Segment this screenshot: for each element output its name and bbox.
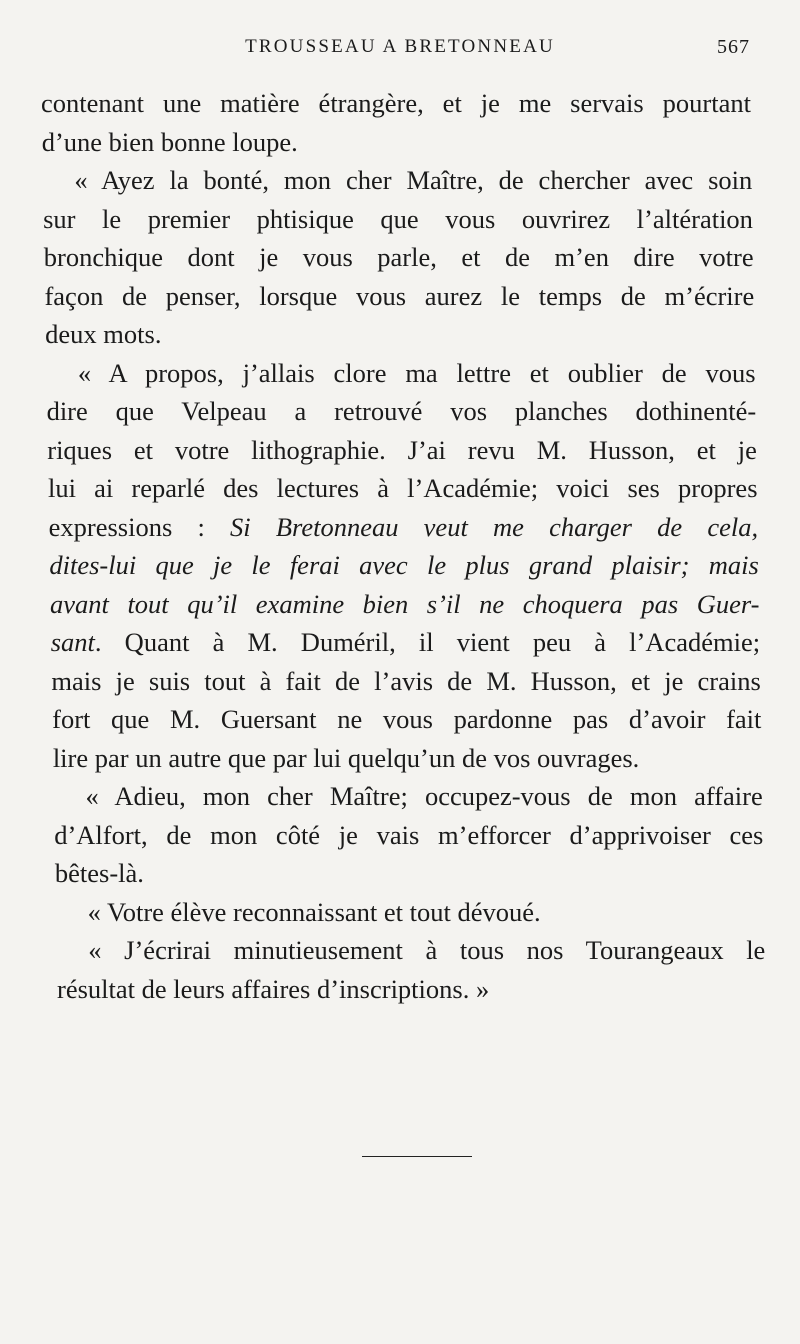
italic-text: Si Bretonneau veut me charger de cela,	[230, 511, 759, 542]
text-run: d’une bien bonne loupe.	[41, 126, 298, 157]
text-line	[44, 277, 754, 315]
text-line	[47, 392, 757, 430]
text-line	[49, 508, 759, 546]
text-run: « J’écrirai minutieusement à tous nos Tourangeaux le	[88, 935, 766, 965]
text-line	[51, 662, 760, 700]
text-line	[54, 816, 763, 854]
text-run: résultat de leurs affaires d’inscriptions. »	[57, 973, 490, 1004]
text-run: . Quant à M. Duméril, il vient peu à l’Académie;	[94, 627, 761, 657]
text-run: fort que M. Guersant ne vous pardonne pas d’avoir fait	[52, 704, 762, 734]
text-run: bronchique dont je vous parle, et de m’en dire votre	[43, 242, 754, 272]
text-run: deux mots.	[45, 319, 162, 349]
page-number: 567	[717, 36, 750, 58]
text-line	[57, 970, 766, 1008]
text-run: mais je suis tout à fait de l’avis de M. Husson, et je crains	[51, 665, 761, 696]
text-run: dire que Velpeau a retrouvé vos planches dothinenté-	[46, 396, 757, 426]
text-line	[42, 123, 752, 161]
text-line	[45, 315, 755, 353]
text-line	[88, 931, 765, 969]
section-end-rule	[362, 1156, 472, 1157]
text-line	[48, 469, 758, 507]
text-run: « Votre élève reconnaissant et tout dévoué.	[87, 896, 541, 927]
text-run: d’Alfort, de mon côté je vais m’efforcer d’apprivoiser ces	[54, 819, 764, 850]
text-line	[51, 623, 760, 661]
text-line	[43, 200, 753, 238]
text-run: « Adieu, mon cher Maître; occupez-vous de mon affaire	[85, 781, 763, 811]
text-line	[74, 161, 752, 199]
text-line	[55, 854, 764, 892]
running-head	[0, 36, 800, 62]
text-run: sur le premier phtisique que vous ouvrirez l’altération	[43, 203, 753, 234]
text-run: contenant une matière étrangère, et je me servais pourtant	[41, 88, 751, 118]
text-run: expressions :	[48, 511, 231, 542]
text-line	[41, 84, 751, 122]
text-run: riques et votre lithographie. J’ai revu M. Husson, et je	[47, 434, 757, 465]
text-run: lire par un autre que par lui quelqu’un de vos ouvrages.	[52, 742, 640, 773]
text-run: « A propos, j’allais clore ma lettre et oublier de vous	[77, 357, 756, 388]
text-run: façon de penser, lorsque vous aurez le temps de m’écrire	[44, 280, 755, 311]
italic-text: sant	[50, 627, 95, 657]
text-line	[53, 739, 762, 777]
text-line	[50, 585, 759, 623]
text-line	[49, 546, 758, 584]
italic-text: avant tout qu’il examine bien s’il ne choquera pas Guer-	[50, 588, 760, 619]
text-run: lui ai reparlé des lectures à l’Académie; voici ses propres	[47, 473, 758, 503]
text-line	[88, 893, 765, 931]
running-title: TROUSSEAU A BRETONNEAU	[245, 36, 555, 57]
text-line	[86, 777, 763, 815]
italic-text: dites-lui que je le ferai avec le plus grand plaisir; mais	[49, 550, 759, 580]
text-line	[52, 700, 761, 738]
text-run: « Ayez la bonté, mon cher Maître, de chercher avec soin	[74, 165, 753, 195]
text-line	[78, 354, 756, 392]
text-run: bêtes-là.	[54, 858, 144, 888]
text-line	[44, 238, 754, 276]
text-line	[47, 431, 757, 469]
